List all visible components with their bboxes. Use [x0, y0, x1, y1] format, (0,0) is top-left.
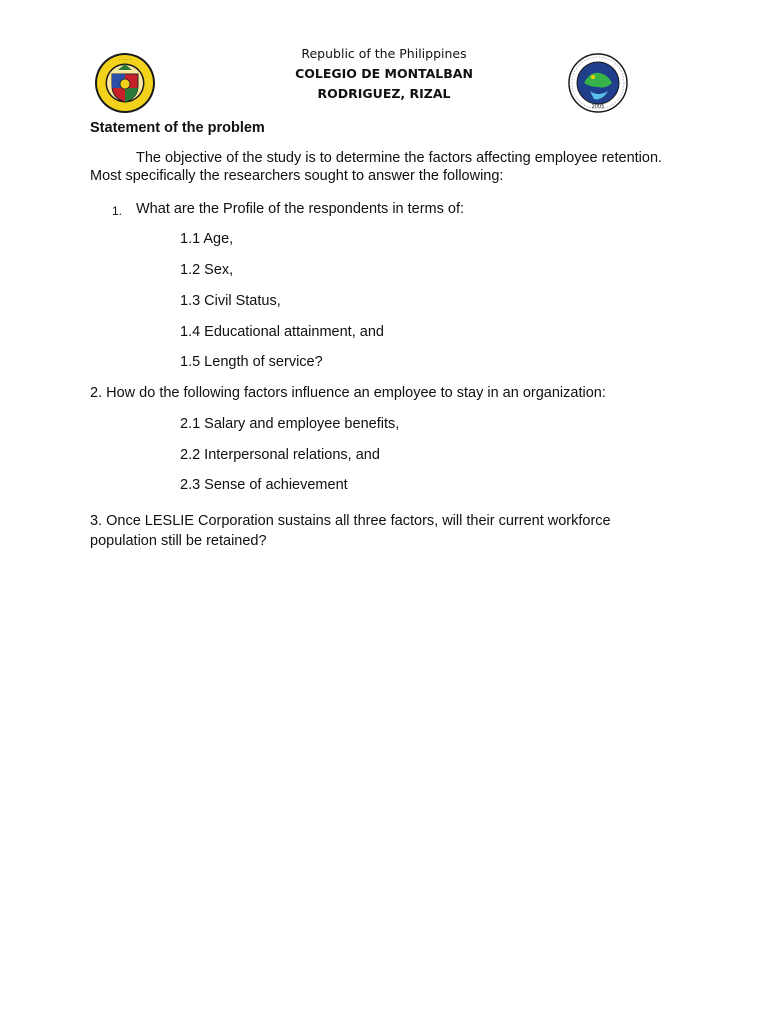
header-republic: Republic of the Philippines: [301, 46, 467, 61]
header-location: RODRIGUEZ, RIZAL: [317, 86, 451, 101]
svg-text:· · · · ·: · · · · ·: [118, 58, 132, 63]
svg-text:2005: 2005: [591, 104, 605, 110]
q2-item-achievement: 2.3 Sense of achievement: [180, 477, 348, 493]
q2-item-salary: 2.1 Salary and employee benefits,: [180, 416, 400, 432]
q2-text: 2. How do the following factors influence an employee to stay in an organization:: [90, 385, 606, 401]
institute-seal-icon: [568, 53, 628, 113]
q3-line-1: 3. Once LESLIE Corporation sustains all three factors, will their current workforce: [90, 513, 611, 529]
intro-line-2: Most specifically the researchers sought to answer the following:: [90, 168, 504, 184]
q3-line-2: population still be retained?: [90, 533, 267, 549]
college-seal-icon: [94, 52, 156, 114]
intro-paragraph: [90, 149, 690, 185]
q1-item-age: 1.1 Age,: [180, 231, 234, 247]
intro-line-1: The objective of the study is to determine the factors affecting employee retention.: [136, 150, 663, 166]
q1-text: What are the Profile of the respondents in terms of:: [136, 201, 465, 217]
q1-item-civil-status: 1.3 Civil Status,: [180, 293, 281, 309]
header-college-name: COLEGIO DE MONTALBAN: [295, 66, 473, 81]
q1-item-service: 1.5 Length of service?: [180, 354, 323, 370]
section-title: Statement of the problem: [90, 120, 265, 136]
q2-item-relations: 2.2 Interpersonal relations, and: [180, 447, 380, 463]
q1-item-education: 1.4 Educational attainment, and: [180, 324, 384, 340]
q1-number: 1.: [112, 204, 123, 218]
q1-item-sex: 1.2 Sex,: [180, 262, 234, 278]
